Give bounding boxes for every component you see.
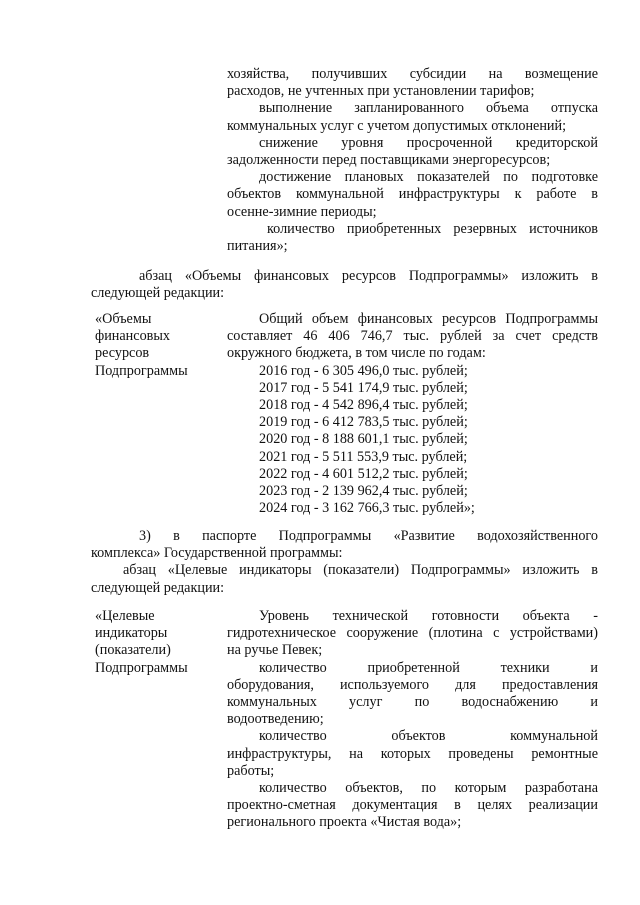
label-line: Подпрограммы [95,659,188,676]
target-line: работы; [227,762,275,779]
target-line: гидротехническое сооружение (плотина с устройствами) [227,625,598,642]
label-line: «Объемы [95,311,152,327]
target-line: коммунальных услуг по водоснабжению и [227,694,598,711]
label-line: «Целевые [95,608,155,624]
target-line: оборудования, используемого для предоставления [227,676,598,693]
label-line: индикаторы [95,625,168,642]
targets-label [95,608,215,677]
year-amount: 2021 год - 5 511 553,9 тыс. рублей; [259,448,468,465]
paragraph-line: комплекса» Государственной программы: [91,545,343,562]
finance-content [227,311,598,517]
top-indicator-list [227,66,598,255]
list-line: хозяйства, получивших субсидии на возмещение [227,66,598,82]
target-line: регионального проекта «Чистая вода»; [227,814,462,831]
finance-total-line: составляет 46 406 746,7 тыс. рублей за счет средств [227,328,598,345]
paragraph-volumes [91,268,598,302]
list-line: питания»; [227,238,288,255]
target-line: количество приобретенной техники и [259,659,598,676]
year-amount: 2022 год - 4 601 512,2 тыс. рублей; [259,465,468,482]
paragraph-line: 3) в паспорте Подпрограммы «Развитие водохозяйственного [139,528,598,544]
list-line: осенне-зимние периоды; [227,203,377,220]
paragraph-line: следующей редакции: [91,285,225,302]
year-amount: 2024 год - 3 162 766,3 тыс. рублей»; [259,500,475,517]
target-line: количество объектов, по которым разработана [259,780,598,797]
finance-years-list [227,363,598,518]
label-line: ресурсов [95,345,150,362]
paragraph-item-3 [91,528,598,597]
target-line: инфраструктуры, на которых проведены ремонтные [227,745,598,762]
list-line: объектов коммунальной инфраструктуры к работе в [227,186,598,203]
year-amount: 2019 год - 6 412 783,5 тыс. рублей; [259,414,468,431]
label-line: финансовых [95,328,170,345]
list-line: выполнение запланированного объема отпуска [259,100,598,117]
target-line: водоотведению; [227,711,324,728]
list-line: задолженности перед поставщиками энергоресурсов; [227,152,551,169]
label-line: (показатели) [95,642,171,659]
paragraph-line: абзац «Целевые индикаторы (показатели) Подпрограммы» изложить в [123,562,598,579]
year-amount: 2016 год - 6 305 496,0 тыс. рублей; [259,362,468,379]
year-amount: 2018 год - 4 542 896,4 тыс. рублей; [259,397,468,414]
target-line: на ручье Певек; [227,642,323,659]
paragraph-line: абзац «Объемы финансовых ресурсов Подпрограммы» изложить в [139,268,598,284]
target-line: количество объектов коммунальной [259,728,598,745]
list-line: достижение плановых показателей по подготовке [259,169,598,186]
label-line: Подпрограммы [95,362,188,379]
list-line: снижение уровня просроченной кредиторской [259,134,598,151]
targets-content [227,608,598,832]
list-line: количество приобретенных резервных источников [267,220,598,237]
year-amount: 2020 год - 8 188 601,1 тыс. рублей; [259,431,468,448]
year-amount: 2017 год - 5 541 174,9 тыс. рублей; [259,379,468,396]
target-line: Уровень технической готовности объекта - [259,608,598,624]
finance-label [95,311,215,380]
finance-total-line: окружного бюджета, в том числе по годам: [227,345,486,362]
target-line: проектно-сметная документация в целях реализации [227,797,598,814]
finance-total-line: Общий объем финансовых ресурсов Подпрограммы [259,311,598,327]
list-line: коммунальных услуг с учетом допустимых отклонений; [227,117,567,134]
year-amount: 2023 год - 2 139 962,4 тыс. рублей; [259,483,468,500]
list-line: расходов, не учтенных при установлении тарифов; [227,83,535,100]
paragraph-line: следующей редакции: [91,579,225,596]
